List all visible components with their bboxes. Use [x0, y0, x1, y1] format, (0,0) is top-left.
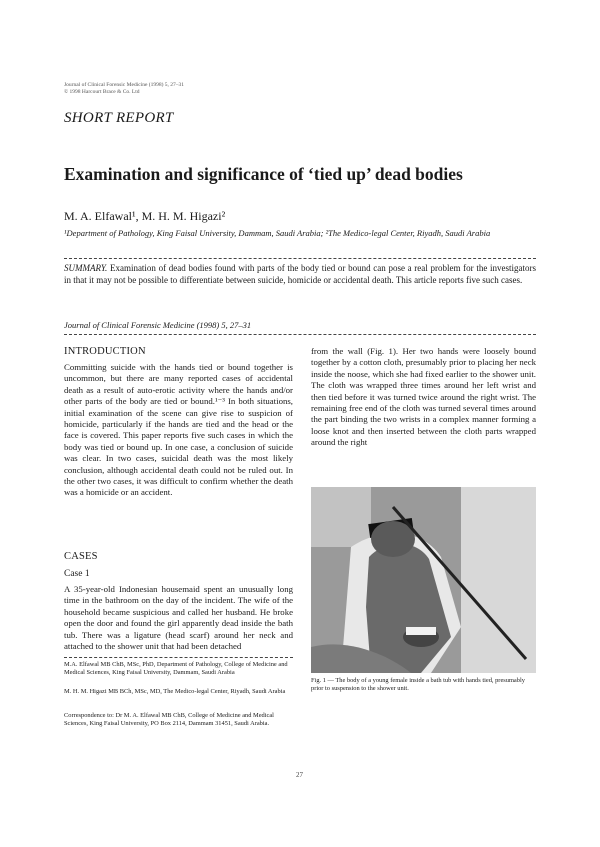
- summary-label: SUMMARY.: [64, 263, 108, 273]
- summary-text: Examination of dead bodies found with parts of the body tied or bound can pose a real problem for the investigators in that it may not be possible to differentiate between suicide, homicide or accidental death. This article reports five such cases.: [64, 263, 536, 285]
- footnote-author-1: M.A. Elfawal MB ChB, MSc, PhD, Department of Pathology, College of Medicine and Medical Sciences, King Faisal University, Dammam, Saudi Arabia: [64, 661, 288, 677]
- section-label: SHORT REPORT: [64, 110, 174, 126]
- case-1-continuation: from the wall (Fig. 1). Her two hands were loosely bound together by a cotton cloth, presumably prior to placing her neck inside the noose, which she had fixed earlier to the shower unit. The cloth was wrapped three times around her left wrist and then tied before it was turned twice around the right wrist. The remaining free end of the cloth was turned several times around the part binding the two wrists in a complex manner forming a loose knot and then inserted between the cloth parts wrapped around the right: [311, 346, 536, 448]
- figure-1-caption: Fig. 1 — The body of a young female inside a bath tub with hands tied, presumably prior to suspension to the shower unit.: [311, 677, 525, 693]
- journal-ref-line-1: Journal of Clinical Forensic Medicine (1998) 5, 27–31: [64, 82, 185, 88]
- figure-1-photo: [311, 487, 536, 673]
- summary-block: [64, 263, 536, 286]
- introduction-text: Committing suicide with the hands tied or bound together is uncommon, but there are many reported cases of accidental death as a result of auto-erotic activity where the hands and/or other parts of the body are tied or bound.¹⁻³ In both situations, initial examination of the scene can give rise to suspicion of homicide, particularly if the hands are tied and the head or the face is covered. This paper reports five such cases in which the body was tied or bound up. In one case, a conclusion of suicide was clear. In two cases, suicidal death was the most likely conclusion, although accidental death could not be ruled out. In the other two cases, it was difficult to confirm whether the death was a homicide or an accident.: [64, 362, 293, 498]
- journal-citation: Journal of Clinical Forensic Medicine (1998) 5, 27–31: [64, 320, 252, 330]
- case-1-text: A 35-year-old Indonesian housemaid spent an unusually long time in the bathroom on the day of the incident. The wife of the household became suspicious and called her husband. He broke open the door and found the girl apparently dead inside the bath tub. There was a ligature (head scarf) around her neck and attached to the shower unit that had been detached: [64, 584, 293, 652]
- article-title: Examination and significance of ‘tied up’ dead bodies: [64, 164, 463, 184]
- case-1-heading: Case 1: [64, 569, 90, 579]
- footnote-correspondence: Correspondence to: Dr M. A. Elfawal MB ChB, College of Medicine and Medical Sciences, King Faisal University, PO Box 2114, Dammam 31451, Saudi Arabia.: [64, 712, 274, 728]
- journal-ref-line-2: © 1998 Harcourt Brace & Co. Ltd: [64, 89, 140, 95]
- bath-tub-photo-illustration: [311, 487, 536, 673]
- cases-heading: CASES: [64, 551, 98, 562]
- introduction-heading: INTRODUCTION: [64, 346, 146, 357]
- footnote-rule: [64, 657, 293, 658]
- affiliations: ¹Department of Pathology, King Faisal University, Dammam, Saudi Arabia; ²The Medico-legal Center, Riyadh, Saudi Arabia: [64, 228, 491, 238]
- footnote-author-2: M. H. M. Higazi MB BCh, MSc, MD, The Medico-legal Center, Riyadh, Saudi Arabia: [64, 688, 286, 695]
- author-list: M. A. Elfawal¹, M. H. M. Higazi²: [64, 209, 226, 223]
- journal-reference: [64, 82, 184, 96]
- page-number: 27: [296, 771, 303, 779]
- summary-bottom-rule: [64, 334, 536, 335]
- summary-top-rule: [64, 258, 536, 259]
